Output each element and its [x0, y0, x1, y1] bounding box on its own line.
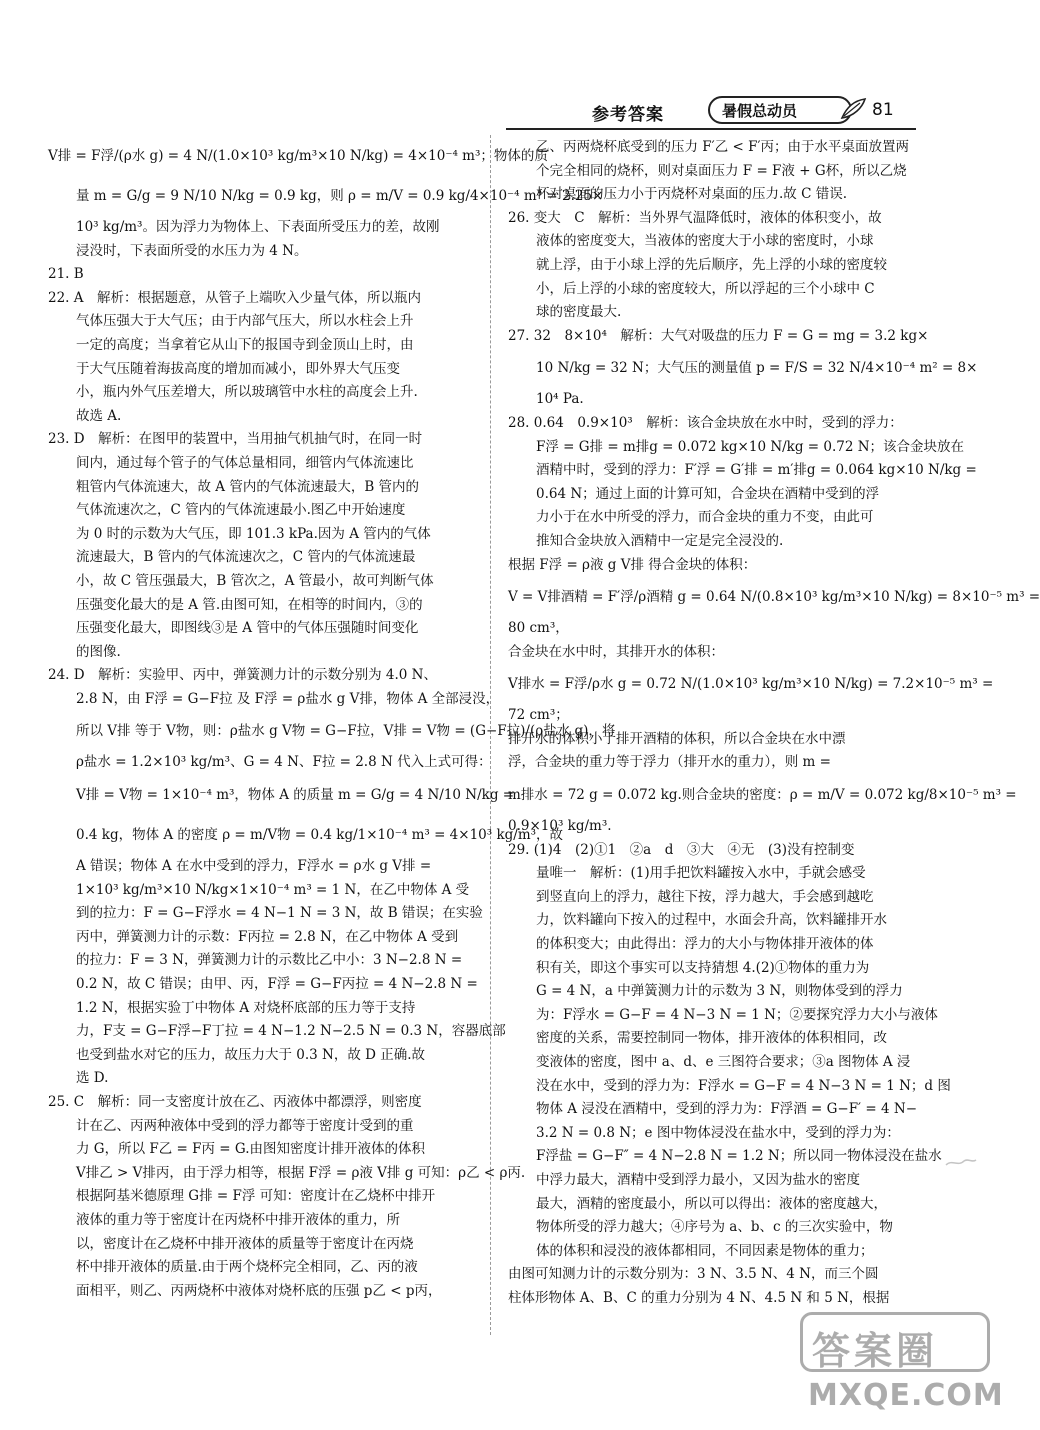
text-line: 根据阿基米德原理 G排 = F浮 可知：密度计在乙烧杯中排开	[76, 1188, 436, 1205]
text-line: 选 D.	[76, 1070, 109, 1087]
text-line: ρ盐水 = 1.2×10³ kg/m³、G = 4 N、F拉 = 2.8 N 代入上式可得：	[76, 754, 492, 771]
text-line: 小，瓶内外气压差增大，所以玻璃管中水柱的高度会上升.	[76, 384, 418, 401]
text-line: 26. 变大 C 解析：当外界气温降低时，液体的体积变小，故	[508, 209, 882, 226]
page-number: 81	[872, 100, 894, 120]
text-line: 于大气压随着海拔高度的增加而减小，即外界大气压变	[76, 360, 400, 377]
text-line: 力小于在水中所受的浮力，而合金块的重力不变，由此可	[536, 509, 874, 526]
text-line: 量唯一 解析：(1)用手把饮料罐按入水中，手就会感受	[536, 865, 866, 882]
text-line: 没在水中，受到的浮力为：F浮水 = G−F = 4 N−3 N = 1 N；d 图	[536, 1077, 951, 1094]
text-line: 计在乙、丙两种液体中受到的浮力都等于密度计受到的重	[76, 1117, 414, 1134]
text-line: 为：F浮水 = G−F = 4 N−3 N = 1 N；②要探究浮力大小与液体	[536, 1006, 938, 1023]
text-line: 28. 0.64 0.9×10³ 解析：该合金块放在水中时，受到的浮力：	[508, 414, 903, 431]
text-line: 24. D 解析：实验甲、丙中，弹簧测力计的示数分别为 4.0 N、	[48, 667, 437, 684]
text-line: F浮盐 = G−F″ = 4 N−2.8 N = 1.2 N；所以同一物体浸没在盐水	[536, 1148, 942, 1165]
text-line: 0.2 N，故 C 错误；由甲、丙，F浮 = G−F丙拉 = 4 N−2.8 N =	[76, 976, 478, 993]
text-line: 10⁴ Pa.	[536, 391, 584, 408]
text-line: 体的体积和浸没的液体都相同，不同因素是物体的重力；	[536, 1242, 874, 1259]
text-line: 流速最大，B 管内的气体流速次之，C 管内的气体流速最	[76, 549, 416, 566]
text-line: 29. (1)4 (2)①1 ②a d ③大 ④无 (3)没有控制变	[508, 841, 855, 858]
text-line: F浮 = G排 = m排g = 0.072 kg×10 N/kg = 0.72 N；该合金块放在	[536, 438, 965, 455]
text-line: 就上浮，由于小球上浮的先后顺序，先上浮的小球的密度较	[536, 256, 887, 273]
text-line: 个完全相同的烧杯，则对桌面压力 F = F液 + G杯，所以乙烧	[536, 162, 907, 179]
text-line: 量 m = G/g = 9 N/10 N/kg = 0.9 kg，则 ρ = m/V = 0.9 kg/4×10⁻⁴ m³ = 2.25×	[76, 188, 604, 204]
text-line: 浮，合金块的重力等于浮力（排开水的重力），则 m =	[508, 754, 831, 771]
text-line: 1.2 N，根据实验丁中物体 A 对烧杯底部的压力等于支持	[76, 999, 416, 1016]
text-line: 72 cm³；	[508, 707, 569, 724]
text-line: 压强变化最大的是 A 管.由图可知，在相等的时间内，③的	[76, 596, 423, 613]
text-line: 积有关，即这个事实可以支持猜想 4.(2)①物体的重力为	[536, 959, 870, 976]
watermark	[800, 1312, 1004, 1420]
header-title: 参考答案	[592, 105, 664, 125]
text-line: m排水 = 72 g = 0.072 kg.则合金块的密度：ρ = m/V = 0.072 kg/8×10⁻⁵ m³ =	[508, 787, 1017, 804]
text-line: 面相平，则乙、丙两烧杯中液体对烧杯底的压强 p乙 < p丙，	[76, 1282, 442, 1299]
text-line: 液体的密度变大，当液体的密度大于小球的密度时，小球	[536, 233, 874, 250]
ink-smudge	[944, 1155, 978, 1169]
text-line: 所以 V排 等于 V物，则：ρ盐水 g V物 = G−F拉，V排 = V物 = (G−F拉)/(ρ盐水 g)，将	[76, 723, 616, 740]
text-line: 10 N/kg = 32 N；大气压的测量值 p = F/S = 32 N/4×10⁻⁴ m² = 8×	[536, 360, 978, 377]
text-line: 变液体的密度，图中 a、d、e 三图符合要求；③a 图物体 A 浸	[536, 1054, 911, 1070]
text-line: G = 4 N，a 中弹簧测力计的示数为 3 N，则物体受到的浮力	[536, 983, 903, 1000]
watermark-url: MXQE.COM	[808, 1378, 1004, 1413]
text-line: 气体流速次之，C 管内的气体流速最小.图乙中开始速度	[76, 502, 406, 519]
text-line: V排水 = F浮/ρ水 g = 0.72 N/(1.0×10³ kg/m³×10 N/kg) = 7.2×10⁻⁵ m³ =	[508, 676, 994, 693]
text-line: V排 = V物 = 1×10⁻⁴ m³，物体 A 的质量 m = G/g = 4 N/10 N/kg =	[76, 787, 515, 804]
text-line: 小，后上浮的小球的密度较大，所以浮起的三个小球中 C	[536, 280, 875, 297]
text-line: 乙、丙两烧杯底受到的压力 F′乙 < F′丙；由于水平桌面放置两	[536, 139, 910, 155]
text-line: 杯对桌面的压力小于丙烧杯对桌面的压力.故 C 错误.	[536, 186, 847, 203]
text-line: 一定的高度；当拿着它从山下的报国寺到金顶山上时，由	[76, 336, 414, 353]
text-line: 也受到盐水对它的压力，故压力大于 0.3 N，故 D 正确.故	[76, 1046, 426, 1063]
text-line: 物体 A 浸没在酒精中，受到的浮力为：F浮酒 = G−F′ = 4 N−	[536, 1101, 918, 1118]
text-line: 1×10³ kg/m³×10 N/kg×1×10⁻⁴ m³ = 1 N，在乙中物体 A 受	[76, 881, 470, 898]
text-line: 柱体形物体 A、B、C 的重力分别为 4 N、4.5 N 和 5 N，根据	[508, 1289, 890, 1306]
text-line: 21. B	[48, 266, 84, 283]
text-line: 物体所受的浮力越大；④序号为 a、b、c 的三次实验中，物	[536, 1219, 893, 1236]
text-line: 0.9×10³ kg/m³.	[508, 818, 612, 835]
text-line: 杯中排开液体的质量.由于两个烧杯完全相同，乙、丙的液	[76, 1259, 418, 1276]
text-line: V排 = F浮/(ρ水 g) = 4 N/(1.0×10³ kg/m³×10 N/kg) = 4×10⁻⁴ m³；物体的质	[48, 148, 548, 164]
text-line: 2.8 N，由 F浮 = G−F拉 及 F浮 = ρ盐水 g V排，物体 A 全部浸没，	[76, 690, 500, 707]
text-line: 27. 32 8×10⁴ 解析：大气对吸盘的压力 F = G = mg = 3.2 kg×	[508, 327, 929, 344]
text-line: 间内，通过每个管子的气体总量相同，细管内气体流速比	[76, 454, 414, 471]
text-line: 球的密度最大.	[536, 304, 622, 321]
text-line: 小，故 C 管压强最大，B 管次之，A 管最小，故可判断气体	[76, 572, 434, 589]
text-line: 80 cm³，	[508, 620, 569, 637]
text-line: V排乙 > V排丙，由于浮力相等，根据 F浮 = ρ液 V排 g 可知：ρ乙 < ρ丙.	[76, 1164, 526, 1181]
text-line: 浸没时，下表面所受的水压力为 4 N。	[76, 242, 308, 259]
header-series: 暑假总动员	[722, 102, 798, 120]
text-line: 到的拉力：F = G−F浮水 = 4 N−1 N = 3 N，故 B 错误；在实验	[76, 905, 483, 922]
header-rule	[506, 128, 916, 130]
text-line: 由图可知测力计的示数分别为：3 N、3.5 N、4 N，而三个圆	[508, 1266, 879, 1283]
text-line: 丙中，弹簧测力计的示数：F丙拉 = 2.8 N，在乙中物体 A 受到	[76, 928, 459, 945]
text-line: 力 G，所以 F乙 = F丙 = G.由图知密度计排开液体的体积	[76, 1141, 425, 1158]
text-line: 力，F支 = G−F浮−F丁拉 = 4 N−1.2 N−2.5 N = 0.3 N，容器底部	[76, 1023, 506, 1040]
text-line: 为 0 时的示数为大气压，即 101.3 kPa.因为 A 管内的气体	[76, 525, 431, 542]
text-line: 3.2 N = 0.8 N；e 图中物体浸没在盐水中，受到的浮力为：	[536, 1124, 900, 1141]
text-line: 液体的重力等于密度计在丙烧杯中排开液体的重力，所	[76, 1211, 400, 1228]
text-line: 22. A 解析：根据题意，从管子上端吹入少量气体，所以瓶内	[48, 289, 422, 306]
text-line: 的体积变大；由此得出：浮力的大小与物体排开液体的体	[536, 936, 874, 953]
text-line: A 错误；物体 A 在水中受到的浮力，F浮水 = ρ水 g V排 =	[76, 858, 432, 875]
leaf-ornament-icon	[838, 94, 868, 124]
text-line: 到竖直向上的浮力，越往下按，浮力越大，手会感到越吃	[536, 888, 874, 905]
text-line: 故选 A.	[76, 407, 122, 424]
text-line: 力，饮料罐向下按入的过程中，水面会升高，饮料罐排开水	[536, 912, 887, 929]
text-line: 根据 F浮 = ρ液 g V排 得合金块的体积：	[508, 556, 757, 573]
text-line: 最大，酒精的密度最小，所以可以得出：液体的密度越大，	[536, 1195, 887, 1212]
text-line: 粗管内气体流速大，故 A 管内的气体流速最大，B 管内的	[76, 478, 420, 495]
text-line: 排开水的体积小于排开酒精的体积，所以合金块在水中漂	[508, 730, 846, 747]
text-line: 10³ kg/m³。因为浮力为物体上、下表面所受压力的差，故刚	[76, 219, 440, 235]
text-line: 推知合金块放入酒精中一定是完全浸没的.	[536, 532, 784, 549]
text-line: V = V排酒精 = F′浮/ρ酒精 g = 0.64 N/(0.8×10³ kg/m³×10 N/kg) = 8×10⁻⁵ m³ =	[508, 589, 1040, 606]
text-line: 23. D 解析：在图甲的装置中，当用抽气机抽气时，在同一时	[48, 431, 423, 448]
text-line: 合金块在水中时，其排开水的体积：	[508, 643, 724, 660]
right-column	[508, 136, 1040, 1311]
text-line: 0.64 N；通过上面的计算可知，合金块在酒精中受到的浮	[536, 485, 880, 502]
text-line: 0.4 kg，物体 A 的密度 ρ = m/V物 = 0.4 kg/1×10⁻⁴ m³ = 4×10³ kg/m³，故	[76, 827, 564, 844]
text-line: 的拉力：F = 3 N，弹簧测力计的示数比乙中小：3 N−2.8 N =	[76, 952, 463, 969]
text-line: 的图像.	[76, 643, 121, 660]
text-line: 25. C 解析：同一支密度计放在乙、丙液体中都漂浮，则密度	[48, 1094, 422, 1110]
text-line: 中浮力最大，酒精中受到浮力最小，又因为盐水的密度	[536, 1171, 860, 1188]
watermark-logo-text: 答案圈	[812, 1329, 939, 1373]
text-line: 密度的关系，需要控制同一物体，排开液体的体积相同，改	[536, 1030, 887, 1047]
text-line: 压强变化最大，即图线③是 A 管中的气体压强随时间变化	[76, 620, 419, 637]
text-line: 气体压强大于大气压；由于内部气压大，所以水柱会上升	[76, 313, 414, 330]
text-line: 酒精中时，受到的浮力：F′浮 = G′排 = m′排g = 0.064 kg×10 N/kg =	[536, 462, 977, 479]
text-line: 以，密度计在乙烧杯中排开液体的质量等于密度计在丙烧	[76, 1235, 414, 1252]
